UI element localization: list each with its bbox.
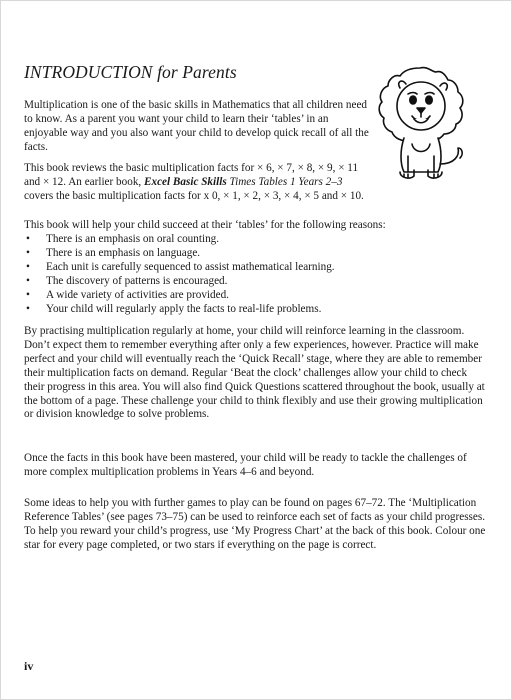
title-main: INTRODUCTION: [24, 62, 153, 82]
page-title: [24, 62, 237, 83]
intro-paragraph-1: Multiplication is one of the basic skills in Mathematics that all children need to know. As a parent you want your child to learn their ‘tables’ in an enjoyable way and you also want your child to develop quick recall of all the facts.: [24, 99, 369, 153]
p2-text-d: covers the basic multiplication facts for x 0, × 1, × 2, × 3, × 4, × 5 and × 10.: [24, 189, 364, 202]
list-item: • Each unit is carefully sequenced to assist mathematical learning.: [24, 261, 484, 275]
list-item: • There is an emphasis on language.: [24, 247, 484, 261]
page-number: iv: [24, 659, 34, 673]
practice-paragraph: By practising multiplication regularly at home, your child will reinforce learning in the classroom. Don’t expect them to remember everything after only a few experiences, however. Practice will make perfect and your child will eventually reach the ‘Quick Recall’ stage, where they are able to remember their multiplication facts on demand. Regular ‘Beat the clock’ challenges allow your child to check their progress in this area. You will also find Quick Questions scattered throughout the book, usually at the bottom of a page. These challenge your child to think flexibly and use their growing multiplication or division knowledge to solve problems.: [24, 325, 485, 421]
book-title-italic: Times Tables 1 Years 2–3: [226, 175, 343, 188]
resources-paragraph: Some ideas to help you with further games to play can be found on pages 67–72. The ‘Multiplication Reference Tables’ (see pages 73–75) can be used to reinforce each set of facts as your child progresses. To help you reward your child’s progress, use ‘My Progress Chart’ at the back of this book. Colour one star for every page completed, or two stars if everything on the page is correct.: [24, 497, 486, 551]
list-item: • There is an emphasis on oral counting.: [24, 233, 484, 247]
list-item: • Your child will regularly apply the facts to real-life problems.: [24, 303, 484, 317]
title-suffix: for Parents: [152, 62, 237, 82]
reasons-list: [24, 233, 484, 316]
mastery-paragraph: Once the facts in this book have been mastered, your child will be ready to tackle the challenges of more complex multiplication problems in Years 4–6 and beyond.: [24, 452, 467, 478]
p2-text-a: This book reviews the basic multiplication facts for × 6, × 7, × 8, × 9, × 11 and × 12. An earlier book,: [24, 162, 359, 188]
list-item: • A wide variety of activities are provided.: [24, 289, 484, 303]
reasons-intro: This book will help your child succeed at their ‘tables’ for the following reasons:: [24, 219, 386, 231]
intro-paragraph-2: [24, 162, 369, 204]
list-item: • The discovery of patterns is encouraged.: [24, 275, 484, 289]
book-title-bold: Excel Basic Skills: [144, 175, 227, 188]
lion-cartoon-icon: [370, 64, 470, 184]
